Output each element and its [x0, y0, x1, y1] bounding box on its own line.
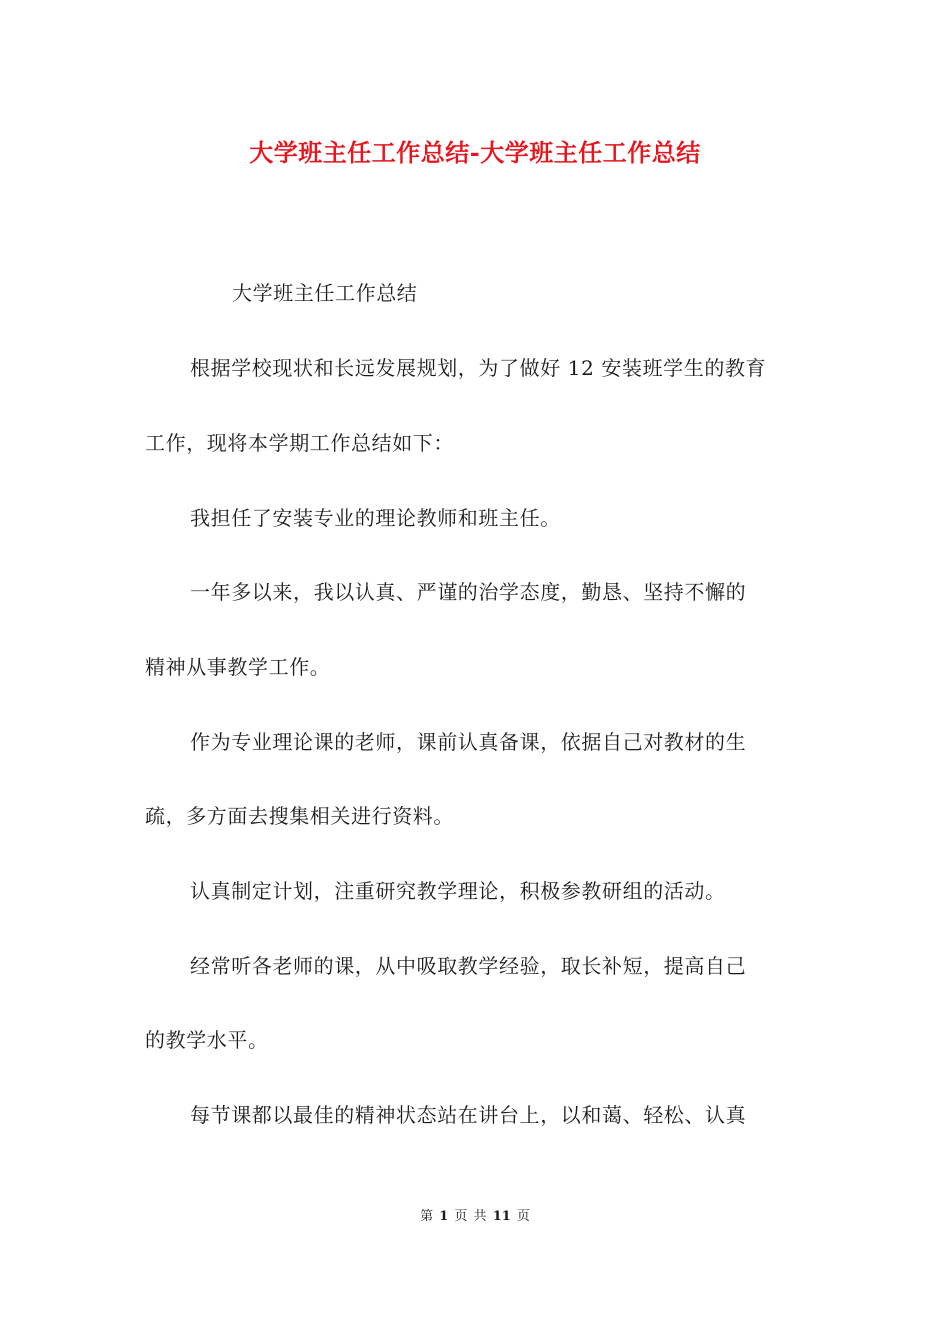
paragraph-line: 认真制定计划，注重研究教学理论，积极参教研组的活动。 [190, 879, 726, 903]
document-title: 大学班主任工作总结-大学班主任工作总结 [249, 138, 701, 167]
total-page-count: 11 [492, 1209, 511, 1224]
paragraph-line: 每节课都以最佳的精神状态站在讲台上，以和蔼、轻松、认真 [190, 1103, 747, 1127]
paragraph-line: 的教学水平。 [145, 1028, 269, 1052]
paragraph-line: 精神从事教学工作。 [145, 655, 331, 679]
footer-prefix: 第 [420, 1209, 434, 1224]
footer-middle: 页 共 [454, 1209, 487, 1224]
paragraph-line: 一年多以来，我以认真、严谨的治学态度，勤恳、坚持不懈的 [190, 580, 747, 604]
page-footer [0, 1207, 950, 1227]
paragraph-line: 作为专业理论课的老师，课前认真备课，依据自己对教材的生 [190, 730, 747, 754]
paragraph-line: 疏，多方面去搜集相关进行资料。 [145, 804, 454, 828]
paragraph-line: 工作，现将本学期工作总结如下： [145, 431, 454, 455]
current-page-number: 1 [439, 1209, 449, 1224]
footer-suffix: 页 [516, 1209, 530, 1224]
paragraph-line: 根据学校现状和长远发展规划，为了做好 12 安装班学生的教育 [190, 356, 767, 380]
paragraph-line: 我担任了安装专业的理论教师和班主任。 [190, 506, 561, 530]
paragraph-line: 经常听各老师的课，从中吸取教学经验，取长补短，提高自己 [190, 954, 747, 978]
section-heading: 大学班主任工作总结 [232, 281, 418, 305]
